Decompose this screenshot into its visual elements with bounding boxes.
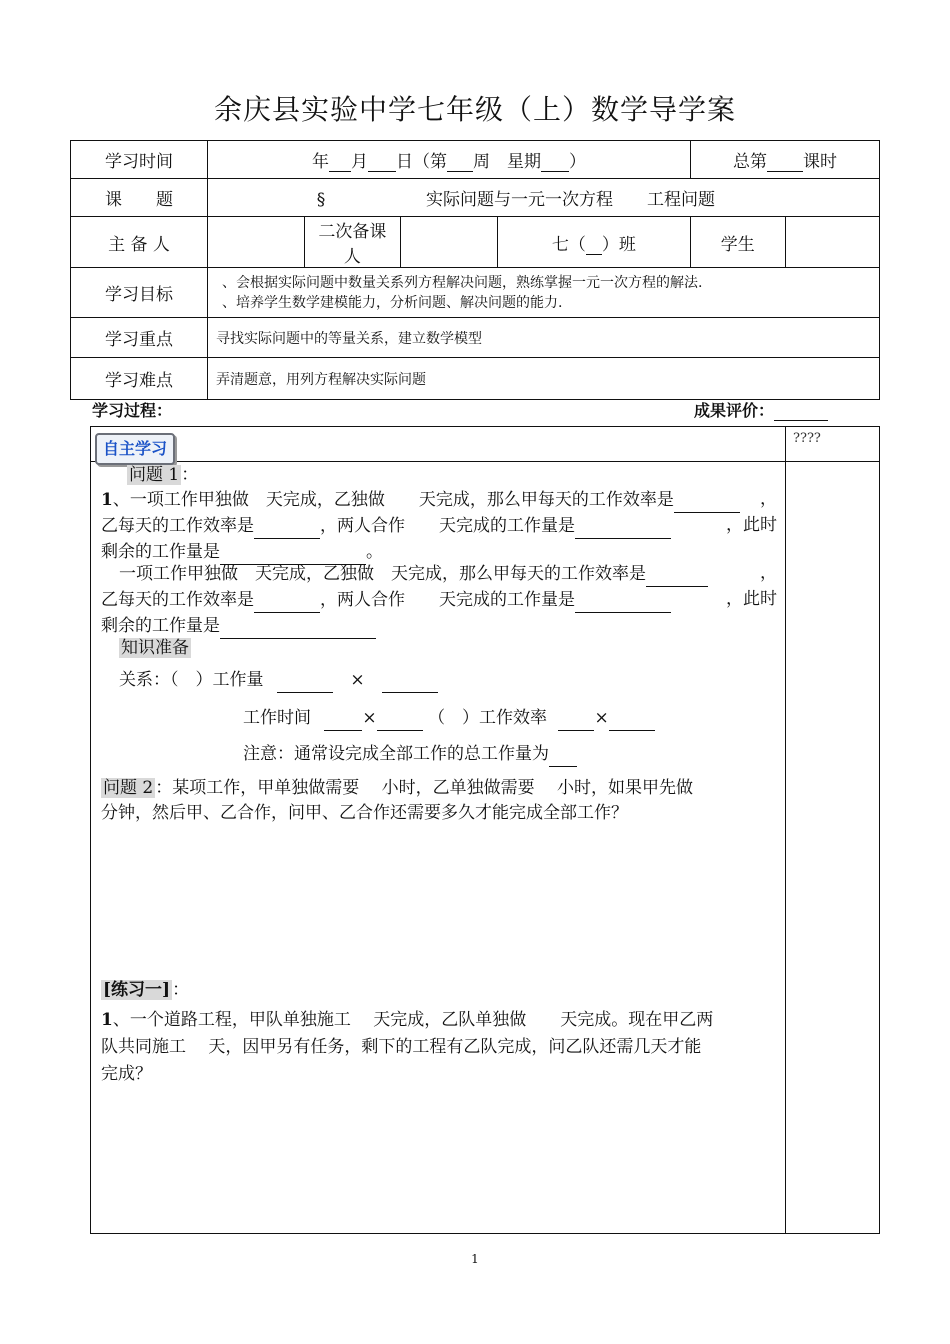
q1-part2: 一项工作甲独做 天完成，乙独做 天完成，那么甲每天的工作效率是 ， 乙每天的工作效率是 ，两人合作 天完成的工作量是 ，此时 剩余的工作量是 bbox=[101, 561, 777, 639]
evaluation-label: 成果评价： bbox=[694, 398, 828, 421]
column-divider bbox=[785, 427, 786, 1233]
topic-label: 课 题 bbox=[71, 179, 208, 217]
second-prep-label: 二次备课人 bbox=[304, 217, 401, 268]
relation-line: 关系：（ ）工作量 × bbox=[119, 667, 795, 693]
knowledge-heading: 知识准备 bbox=[121, 638, 189, 658]
goals-label: 学习目标 bbox=[71, 268, 208, 318]
student-value bbox=[785, 217, 880, 268]
host-value bbox=[208, 217, 305, 268]
learning-process-box bbox=[90, 426, 880, 1234]
study-time-label: 学习时间 bbox=[71, 141, 208, 179]
time-efficiency-line: 工作时间 × （ ）工作效率 × bbox=[243, 705, 919, 731]
class-cell: 七（ ）班 bbox=[497, 217, 690, 268]
second-prep-value bbox=[401, 217, 498, 268]
student-label: 学生 bbox=[691, 217, 786, 268]
difficulty-label: 学习难点 bbox=[71, 358, 208, 400]
difficulty-text: 弄清题意，用列方程解决实际问题 bbox=[208, 358, 880, 400]
goals-cell bbox=[208, 268, 880, 318]
exercise1-heading: [练习一] ： bbox=[103, 980, 190, 1000]
lesson-info-table bbox=[70, 140, 880, 400]
total-lesson-cell: 总第 课时 bbox=[691, 141, 880, 179]
focus-text: 寻找实际问题中的等量关系，建立数学模型 bbox=[208, 318, 880, 358]
note-line: 注意：通常设完成全部工作的总工作量为 bbox=[243, 741, 919, 767]
topic-cell: § 实际问题与一元一次方程 工程问题 bbox=[208, 179, 880, 217]
side-note: ???? bbox=[793, 431, 821, 446]
q1-part1: 1、一项工作甲独做 天完成，乙独做 天完成，那么甲每天的工作效率是 ， 乙每天的工作效率是 ，两人合作 天完成的工作量是 ，此时 剩余的工作量是 。 bbox=[101, 487, 777, 565]
page-number: 1 bbox=[471, 1252, 479, 1266]
date-cell: 年 月 日（第 周 星期 ） bbox=[208, 141, 691, 179]
process-label: 学习过程： bbox=[92, 401, 173, 420]
exercise1-text: 1、一个道路工程，甲队单独施工 天完成，乙队单独做 天完成。现在甲乙两 队共同施工 天，因甲另有任务，剩下的工程有乙队完成，问乙队还需几天才能 完成？ bbox=[101, 1010, 714, 1084]
page-title: 余庆县实验中学七年级（上）数学导学案 bbox=[213, 93, 736, 126]
goal-1: 、会根据实际问题中数量关系列方程解决问题，熟练掌握一元一次方程的解法. bbox=[222, 274, 703, 291]
row-divider bbox=[91, 461, 879, 462]
focus-label: 学习重点 bbox=[71, 318, 208, 358]
host-label: 主 备 人 bbox=[71, 217, 208, 268]
q1-heading: 问题 1 ： bbox=[129, 465, 199, 485]
self-study-badge: 自主学习 bbox=[95, 433, 175, 465]
q2-text: 问题 2 ：某项工作，甲单独做需要 小时，乙单独做需要 小时，如果甲先做 分钟，然后甲、乙合作，问甲、乙合作还需要多久才能完成全部工作？ bbox=[101, 778, 694, 823]
goal-2: 、培养学生数学建模能力，分析问题、解决问题的能力. bbox=[222, 294, 563, 311]
